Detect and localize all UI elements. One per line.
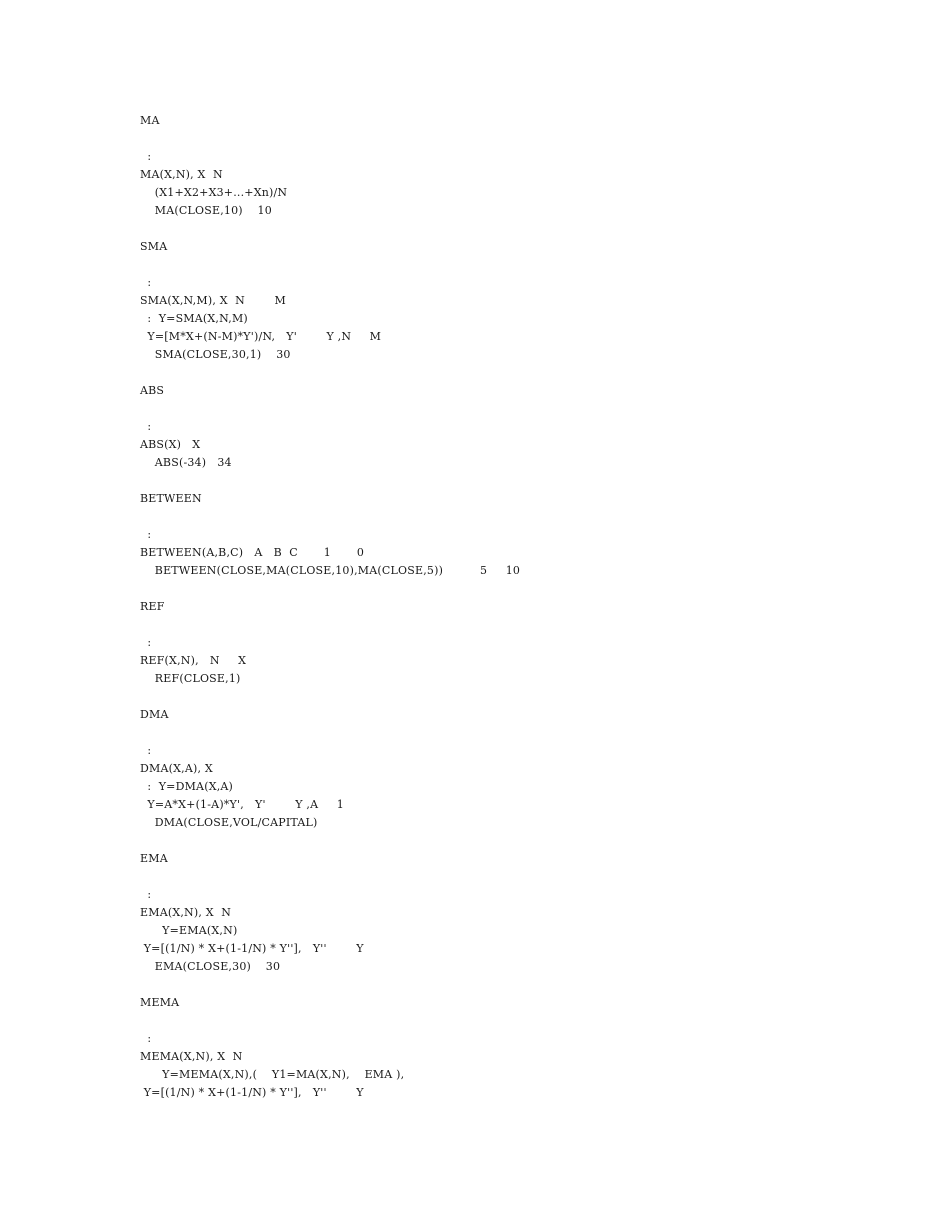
section-between xyxy=(140,490,920,580)
formula-line: Y=[(1/N) * X+(1-1/N) * Y''], Y'' Y xyxy=(140,942,364,955)
usage-line: EMA(X,N), X N xyxy=(140,906,232,919)
section-mema xyxy=(140,994,920,1102)
usage-line: MA(X,N), X N xyxy=(140,168,223,181)
function-description xyxy=(140,508,920,526)
formula-line: (X1+X2+X3+...+Xn)/N xyxy=(140,186,288,199)
usage-label: : xyxy=(140,150,152,163)
usage-line: DMA(X,A), X xyxy=(140,762,213,775)
example-line: BETWEEN(CLOSE,MA(CLOSE,10),MA(CLOSE,5)) 5 10 xyxy=(140,564,521,577)
usage-label: : xyxy=(140,420,152,433)
function-heading: ABS xyxy=(140,384,176,397)
usage-label: : xyxy=(140,276,152,289)
function-description xyxy=(140,868,920,886)
function-description xyxy=(140,616,920,634)
section-dma xyxy=(140,706,920,832)
section-ref xyxy=(140,598,920,688)
function-description xyxy=(140,256,920,274)
function-heading: MA xyxy=(140,114,171,127)
usage-line: REF(X,N), N X xyxy=(140,654,247,667)
section-sma xyxy=(140,238,920,364)
example-line: EMA(CLOSE,30) 30 xyxy=(140,960,281,973)
usage-label: : xyxy=(140,888,152,901)
usage-label: : xyxy=(140,744,152,757)
example-line: DMA(CLOSE,VOL/CAPITAL) xyxy=(140,816,318,829)
usage-line: SMA(X,N,M), X N M xyxy=(140,294,287,307)
function-heading: SMA xyxy=(140,240,179,253)
usage-label: : xyxy=(140,636,152,649)
function-heading: BETWEEN xyxy=(140,492,213,505)
algorithm-line: Y=EMA(X,N) xyxy=(140,924,238,937)
example-line: ABS(-34) 34 xyxy=(140,456,232,469)
usage-line: BETWEEN(A,B,C) A B C 1 0 xyxy=(140,546,365,559)
example-line: SMA(CLOSE,30,1) 30 xyxy=(140,348,291,361)
example-line: REF(CLOSE,1) xyxy=(140,672,241,685)
function-description xyxy=(140,724,920,742)
example-line: MA(CLOSE,10) 10 xyxy=(140,204,272,217)
function-description xyxy=(140,400,920,418)
section-ema xyxy=(140,850,920,976)
usage-line: ABS(X) X xyxy=(140,438,201,451)
algorithm-line: : Y=DMA(X,A) xyxy=(140,780,234,793)
document-page xyxy=(140,112,920,1120)
function-description xyxy=(140,130,920,148)
function-heading: MEMA xyxy=(140,996,191,1009)
section-ma xyxy=(140,112,920,220)
section-abs xyxy=(140,382,920,472)
algorithm-line: Y=MEMA(X,N),( Y1=MA(X,N), EMA ), xyxy=(140,1068,405,1081)
usage-line: MEMA(X,N), X N xyxy=(140,1050,243,1063)
usage-label: : xyxy=(140,1032,152,1045)
function-heading: EMA xyxy=(140,852,179,865)
function-heading: DMA xyxy=(140,708,180,721)
formula-line: Y=A*X+(1-A)*Y', Y' Y ,A 1 xyxy=(140,798,344,811)
algorithm-line: : Y=SMA(X,N,M) xyxy=(140,312,248,325)
formula-line: Y=[M*X+(N-M)*Y')/N, Y' Y ,N M xyxy=(140,330,382,343)
usage-label: : xyxy=(140,528,152,541)
formula-line: Y=[(1/N) * X+(1-1/N) * Y''], Y'' Y xyxy=(140,1086,364,1099)
function-description xyxy=(140,1012,920,1030)
function-heading: REF xyxy=(140,600,176,613)
